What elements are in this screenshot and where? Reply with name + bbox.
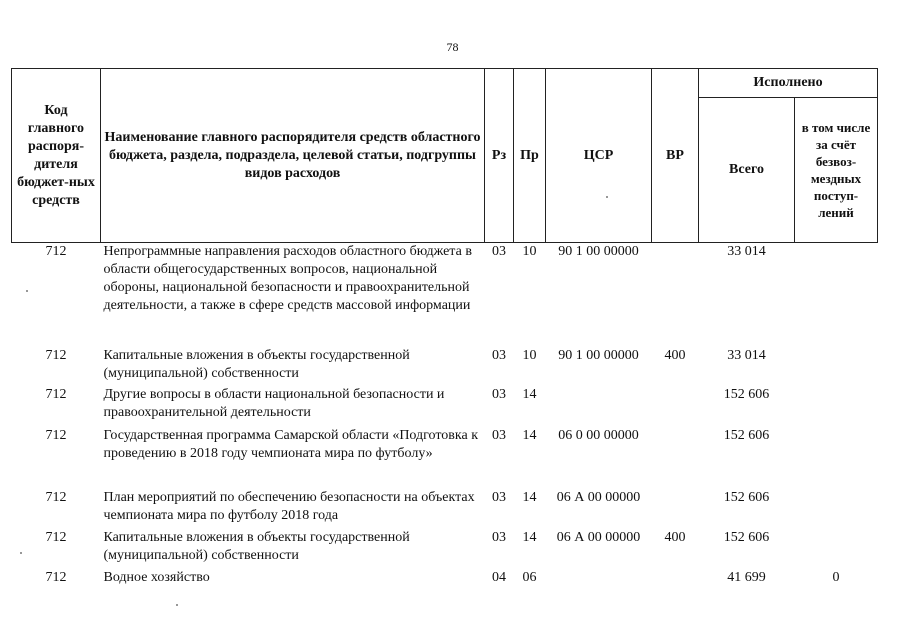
- row-csr: [546, 386, 652, 427]
- row-rz: 03: [492, 489, 506, 505]
- row-free: [795, 347, 878, 386]
- row-vr: [652, 427, 699, 489]
- row-vr: 400: [664, 347, 686, 363]
- row-csr: 06 0 00 00000: [558, 427, 639, 443]
- row-pr: 10: [522, 347, 537, 363]
- table-body: [12, 243, 878, 591]
- row-name: Непрограммные направления расходов областного бюджета в области общегосударственных вопросов, национальной обороны, национальной безопасности и правоохранительной деятельности, а также в сфере средств массовой информации: [103, 244, 472, 313]
- header-incl-free: в том числе за счёт безвоз-мездных поступ-лений: [795, 98, 878, 243]
- row-free: [795, 386, 878, 427]
- row-csr: 06 А 00 00000: [556, 489, 641, 505]
- table-header: [12, 69, 878, 243]
- page-number: 78: [446, 40, 459, 54]
- row-rz: 03: [492, 529, 506, 545]
- row-rz: 03: [492, 386, 506, 402]
- row-free: [795, 427, 878, 489]
- budget-table: [11, 68, 878, 591]
- row-free: [795, 243, 878, 347]
- row-pr: 10: [522, 244, 537, 259]
- row-name: Капитальные вложения в объекты государственной (муниципальной) собственности: [103, 529, 410, 563]
- header-vr: ВР: [652, 69, 699, 243]
- row-vr: 400: [664, 529, 686, 545]
- row-name: Государственная программа Самарской области «Подготовка к проведению в 2018 году чемпионата мира по футболу»: [103, 427, 479, 461]
- row-name: Водное хозяйство: [103, 569, 210, 585]
- table-row: [12, 427, 878, 489]
- scan-speck: [606, 196, 608, 198]
- table-row: [12, 243, 878, 347]
- row-total: 152 606: [723, 489, 770, 505]
- table-row: [12, 347, 878, 386]
- row-code: 712: [45, 386, 67, 402]
- header-csr: ЦСР: [546, 69, 652, 243]
- row-csr: [546, 569, 652, 591]
- row-pr: 06: [522, 569, 537, 585]
- row-total: 152 606: [723, 386, 770, 402]
- row-rz: 04: [492, 569, 506, 585]
- table-row: [12, 529, 878, 569]
- table-row: [12, 569, 878, 591]
- row-vr: [652, 489, 699, 529]
- row-name: План мероприятий по обеспечению безопасности на объектах чемпионата мира по футболу 2018 года: [103, 489, 475, 523]
- row-code: 712: [45, 529, 67, 545]
- scan-speck: [176, 604, 178, 606]
- row-total: 41 699: [727, 569, 766, 585]
- row-code: 712: [45, 244, 67, 259]
- row-code: 712: [45, 427, 67, 443]
- header-rz: Рз: [485, 69, 514, 243]
- row-csr: 90 1 00 00000: [558, 244, 639, 259]
- row-rz: 03: [492, 347, 506, 363]
- row-code: 712: [45, 569, 67, 585]
- scan-speck: [20, 552, 22, 554]
- row-csr: 06 А 00 00000: [556, 529, 641, 545]
- header-total: Всего: [699, 98, 795, 243]
- row-free: [795, 489, 878, 529]
- row-vr: [652, 243, 699, 347]
- header-code: Код главного распоря-дителя бюджет-ных средств: [12, 69, 101, 243]
- row-total: 33 014: [727, 244, 766, 259]
- row-pr: 14: [522, 529, 537, 545]
- header-pr: Пр: [514, 69, 546, 243]
- row-total: 152 606: [723, 427, 770, 443]
- row-csr: 90 1 00 00000: [558, 347, 639, 363]
- row-total: 152 606: [723, 529, 770, 545]
- table-row: [12, 489, 878, 529]
- row-pr: 14: [522, 489, 537, 505]
- row-rz: 03: [492, 244, 506, 259]
- row-rz: 03: [492, 427, 506, 443]
- row-vr: [652, 386, 699, 427]
- row-total: 33 014: [727, 347, 766, 363]
- row-free: 0: [832, 569, 840, 585]
- row-code: 712: [45, 347, 67, 363]
- header-name: Наименование главного распорядителя средств областного бюджета, раздела, подраздела, целевой статьи, подгруппы видов расходов: [101, 69, 485, 243]
- row-code: 712: [45, 489, 67, 505]
- header-executed: Исполнено: [699, 69, 878, 98]
- row-name: Капитальные вложения в объекты государственной (муниципальной) собственности: [103, 347, 410, 381]
- row-pr: 14: [522, 427, 537, 443]
- table-row: [12, 386, 878, 427]
- row-name: Другие вопросы в области национальной безопасности и правоохранительной деятельности: [103, 386, 445, 420]
- row-free: [795, 529, 878, 569]
- scan-speck: [26, 290, 28, 292]
- row-pr: 14: [522, 386, 537, 402]
- row-vr: [652, 569, 699, 591]
